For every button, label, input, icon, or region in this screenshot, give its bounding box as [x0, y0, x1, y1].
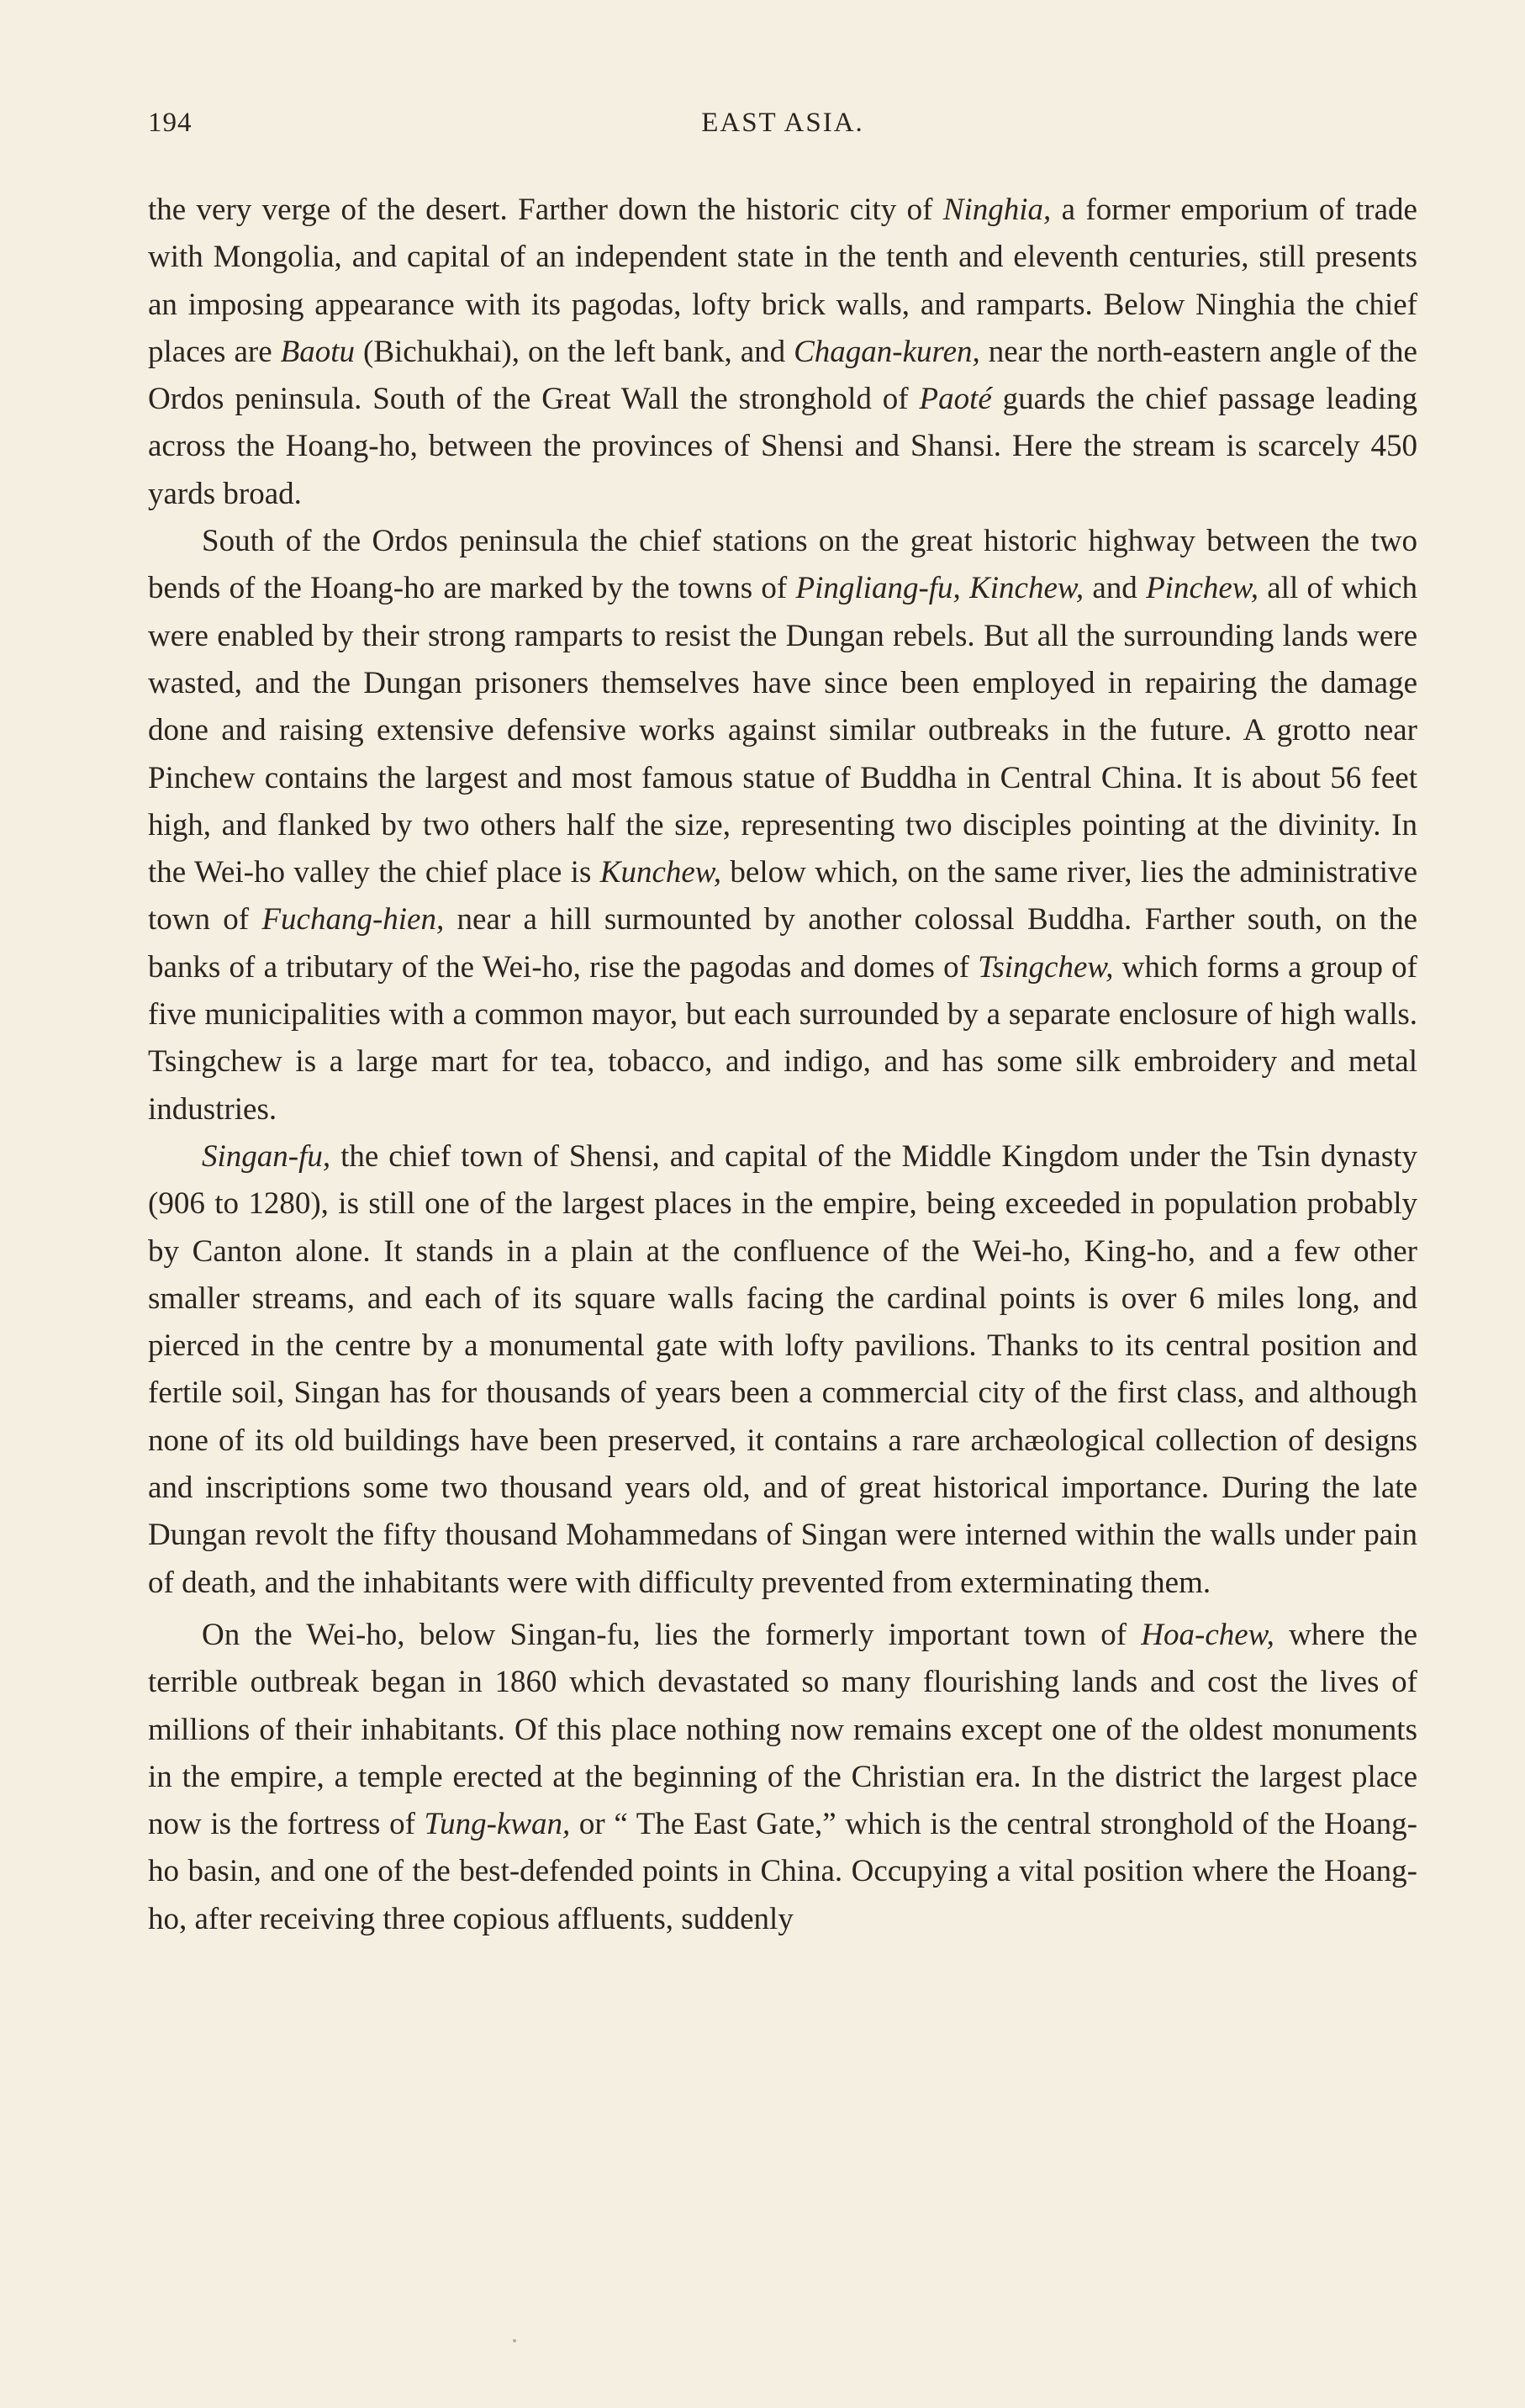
- text-run: where the terrible outbreak began in 1860 which devastated so many flourishing lands and cost the lives of millions of their inhabitants. Of this place nothing now remains except one of the oldest monuments in the empire, a temple erected at the beginning of the Christian era. In the district the largest place now is the fortress of: [148, 1617, 1418, 1842]
- text-run: the very verge of the desert. Farther down the historic city of: [148, 193, 943, 227]
- text-run: guards the chief passage leading across the Hoang-ho, between the provinces of Shensi and Shansi. Here the stream is scarcely 450 yards broad.: [148, 382, 1417, 511]
- paper-speck: [513, 2339, 516, 2342]
- text-run: near a hill surmounted by another colossal Buddha. Farther south, on the banks of a tributary of the Wei-ho, rise the pagodas and domes of: [148, 902, 1417, 985]
- running-head: EAST ASIA.: [701, 108, 864, 138]
- text-run: which forms a group of five municipalities with a common mayor, but each surrounded by a separate enclosure of high walls. Tsingchew is a large mart for tea, tobacco, and indigo, and has some silk embroidery and metal industries.: [148, 949, 1417, 1127]
- text-run: a former emporium of trade with Mongolia, and capital of an independent state in the tenth and eleventh centuries, still presents an imposing appearance with its pagodas, lofty brick walls, and ramparts. Below Ninghia the chief places are: [148, 193, 1417, 369]
- text-run: below which, on the same river, lies the administrative town of: [148, 855, 1418, 937]
- italic-place-name: Pinchew,: [1146, 571, 1259, 606]
- italic-place-name: Kinchew,: [969, 571, 1084, 606]
- italic-place-name: Fuchang-hien,: [261, 902, 445, 937]
- text-run: [961, 571, 969, 605]
- text-run: and: [1084, 571, 1147, 606]
- page-number: 194: [148, 108, 193, 138]
- text-run: South of the Ordos peninsula the chief stations on the great historic highway between the two bends of the Hoang-ho are marked by the towns of: [148, 524, 1417, 606]
- paragraph-p4: [148, 1612, 1417, 1943]
- page-header: [148, 108, 1417, 158]
- text-run: all of which were enabled by their strong ramparts to resist the Dungan rebels. But all the surrounding lands were wasted, and the Dungan prisoners themselves have since been employed in repairing the damage done and raising extensive defensive works against similar outbreaks in the future. A grotto near Pinchew contains the largest and most famous statue of Buddha in Central China. It is about 56 feet high, and flanked by two others half the size, representing two disciples pointing at the divinity. In the Wei-ho valley the chief place is: [148, 571, 1418, 890]
- paragraph-p2: [148, 518, 1417, 1133]
- italic-place-name: Singan-fu,: [202, 1138, 331, 1174]
- italic-place-name: Paoté: [919, 382, 992, 417]
- italic-place-name: Kunchew,: [599, 855, 721, 890]
- paragraph-p3: [148, 1133, 1417, 1607]
- text-run: (Bichukhai), on the left bank, and: [355, 334, 794, 369]
- text-run: On the Wei-ho, below Singan-fu, lies the formerly important town of: [202, 1617, 1142, 1652]
- text-run: near the north-eastern angle of the Ordos peninsula. South of the Great Wall the stronghold of: [148, 334, 1417, 417]
- italic-place-name: Chagan-kuren,: [794, 334, 980, 369]
- body-text: [148, 187, 1417, 1943]
- italic-place-name: Tung-kwan,: [424, 1807, 571, 1842]
- text-run: or “ The East Gate,” which is the central stronghold of the Hoang-ho basin, and one of the best-defended points in China. Occupying a vital position where the Hoang-ho, after receiving three copious affluents, suddenly: [148, 1807, 1417, 1936]
- italic-place-name: Tsingchew,: [978, 949, 1114, 985]
- italic-place-name: Ninghia,: [942, 193, 1052, 227]
- paragraph-p1: [148, 187, 1417, 518]
- italic-place-name: Pingliang-fu,: [795, 571, 961, 606]
- italic-place-name: Hoa-chew,: [1141, 1617, 1274, 1652]
- italic-place-name: Baotu: [280, 334, 356, 369]
- text-run: the chief town of Shensi, and capital of the Middle Kingdom under the Tsin dynasty (906 to 1280), is still one of the largest places in the empire, being exceeded in population probably by Canton alone. It stands in a plain at the confluence of the Wei-ho, King-ho, and a few other smaller streams, and each of its square walls facing the cardinal points is over 6 miles long, and pierced in the centre by a monumental gate with lofty pavilions. Thanks to its central position and fertile soil, Singan has for thousands of years been a commercial city of the first class, and although none of its old buildings have been preserved, it contains a rare archæological collection of designs and inscriptions some two thousand years old, and of great historical importance. During the late Dungan revolt the fifty thousand Mohammedans of Singan were interned within the walls under pain of death, and the inhabitants were with difficulty prevented from exterminating them.: [148, 1138, 1417, 1600]
